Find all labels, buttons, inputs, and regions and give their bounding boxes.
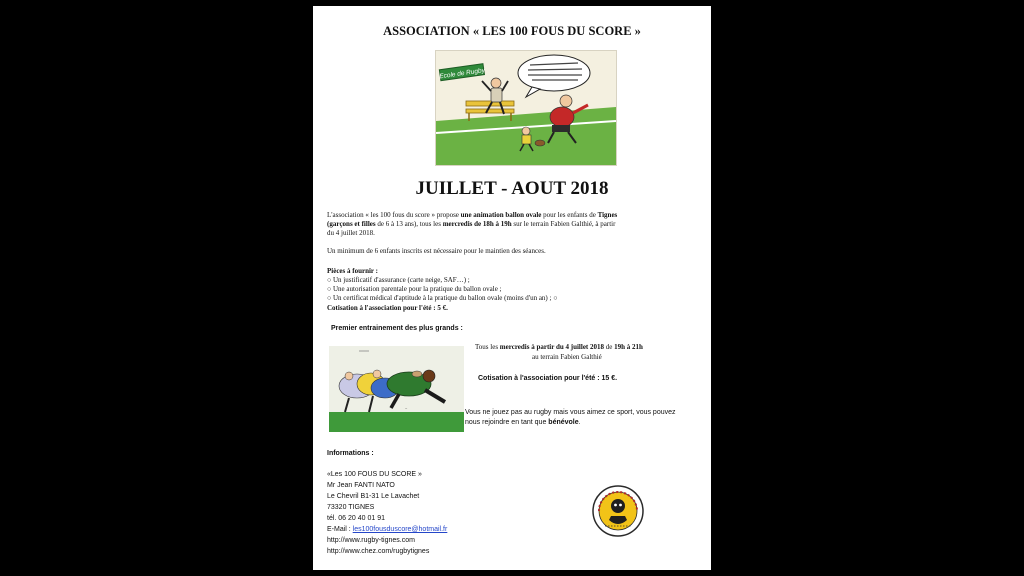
intro-text-3: de 6 à 13 ans), tous les — [375, 220, 443, 228]
dates-heading: JUILLET - AOUT 2018 — [415, 178, 609, 199]
document-title: ASSOCIATION « LES 100 FOUS DU SCORE » — [383, 24, 641, 38]
contact-line: «Les 100 FOUS DU SCORE » — [327, 471, 422, 478]
schedule-bold-hours: 19h à 21h — [614, 343, 643, 351]
volunteer-line-1: Vous ne jouez pas au rugby mais vous aimez ce sport, vous pouvez — [465, 409, 676, 416]
contact-line: Mr Jean FANTI NATO — [327, 482, 395, 489]
document-item: ○ Un justificatif d'assurance (carte neige, SAF…) ; — [327, 276, 470, 284]
rugby-cartoon-image — [435, 50, 617, 166]
contact-line: Le Chevril B1-31 Le Lavachet — [327, 493, 420, 500]
svg-text:~: ~ — [405, 406, 408, 411]
schedule-text-2: de — [604, 343, 615, 351]
schedule-bold-day: mercredis à partir du 4 juillet 2018 — [499, 343, 605, 351]
intro-bold-schedule: mercredis de 18h à 19h — [442, 220, 512, 228]
website-link-2[interactable]: http://www.chez.com/rugbytignes — [327, 548, 430, 555]
minimum-notice: Un minimum de 6 enfants inscrits est nécessaire pour le maintien des séances. — [327, 247, 546, 255]
intro-line-2 — [327, 220, 697, 229]
intro-text-2: pour les enfants de — [541, 211, 598, 219]
volunteer-line-2 — [465, 418, 581, 427]
older-summer-fee: Cotisation à l'association pour l'été : 15 €. — [478, 375, 618, 382]
intro-bold-audience: (garçons et filles — [327, 220, 376, 228]
email-label: E-Mail : — [327, 526, 353, 533]
club-logo-image — [591, 484, 645, 538]
volunteer-end: . — [578, 419, 581, 426]
document-item: ○ Une autorisation parentale pour la pratique du ballon ovale ; — [327, 285, 502, 293]
volunteer-text: nous rejoindre en tant que — [465, 419, 549, 426]
older-training-venue: au terrain Fabien Galthié — [532, 353, 602, 361]
volunteer-bold: bénévole — [548, 419, 579, 426]
older-training-heading: Premier entrainement des plus grands : — [331, 325, 463, 332]
contact-line: tél. 06 20 40 01 91 — [327, 515, 385, 522]
older-training-schedule — [475, 343, 643, 352]
contact-line: 73320 TIGNES — [327, 504, 375, 511]
intro-line-3: du 4 juillet 2018. — [327, 229, 375, 237]
summer-fee: Cotisation à l'association pour l'été : 5 €. — [327, 304, 448, 312]
document-page — [313, 6, 711, 570]
website-link-1[interactable]: http://www.rugby-tignes.com — [327, 537, 415, 544]
intro-bold-town: Tignes — [597, 211, 618, 219]
contact-email-line — [327, 525, 447, 534]
intro-text-1: L'association « les 100 fous du score » propose — [327, 211, 461, 219]
rugby-players-image — [329, 346, 464, 432]
intro-bold-activity: une animation ballon ovale — [460, 211, 542, 219]
contact-heading: Informations : — [327, 450, 374, 457]
document-item: ○ Un certificat médical d'aptitude à la pratique du ballon ovale (moins d'un an) ; ○ — [327, 294, 558, 302]
cartoon-caption: Ecole de Rugby — [438, 67, 486, 81]
intro-text-4: sur le terrain Fabien Galthié, à partir — [511, 220, 616, 228]
schedule-text-1: Tous les — [475, 343, 500, 351]
email-link[interactable]: les100fousduscore@hotmail.fr — [352, 526, 448, 533]
documents-heading: Pièces à fournir : — [327, 267, 378, 275]
intro-paragraph — [327, 211, 697, 220]
